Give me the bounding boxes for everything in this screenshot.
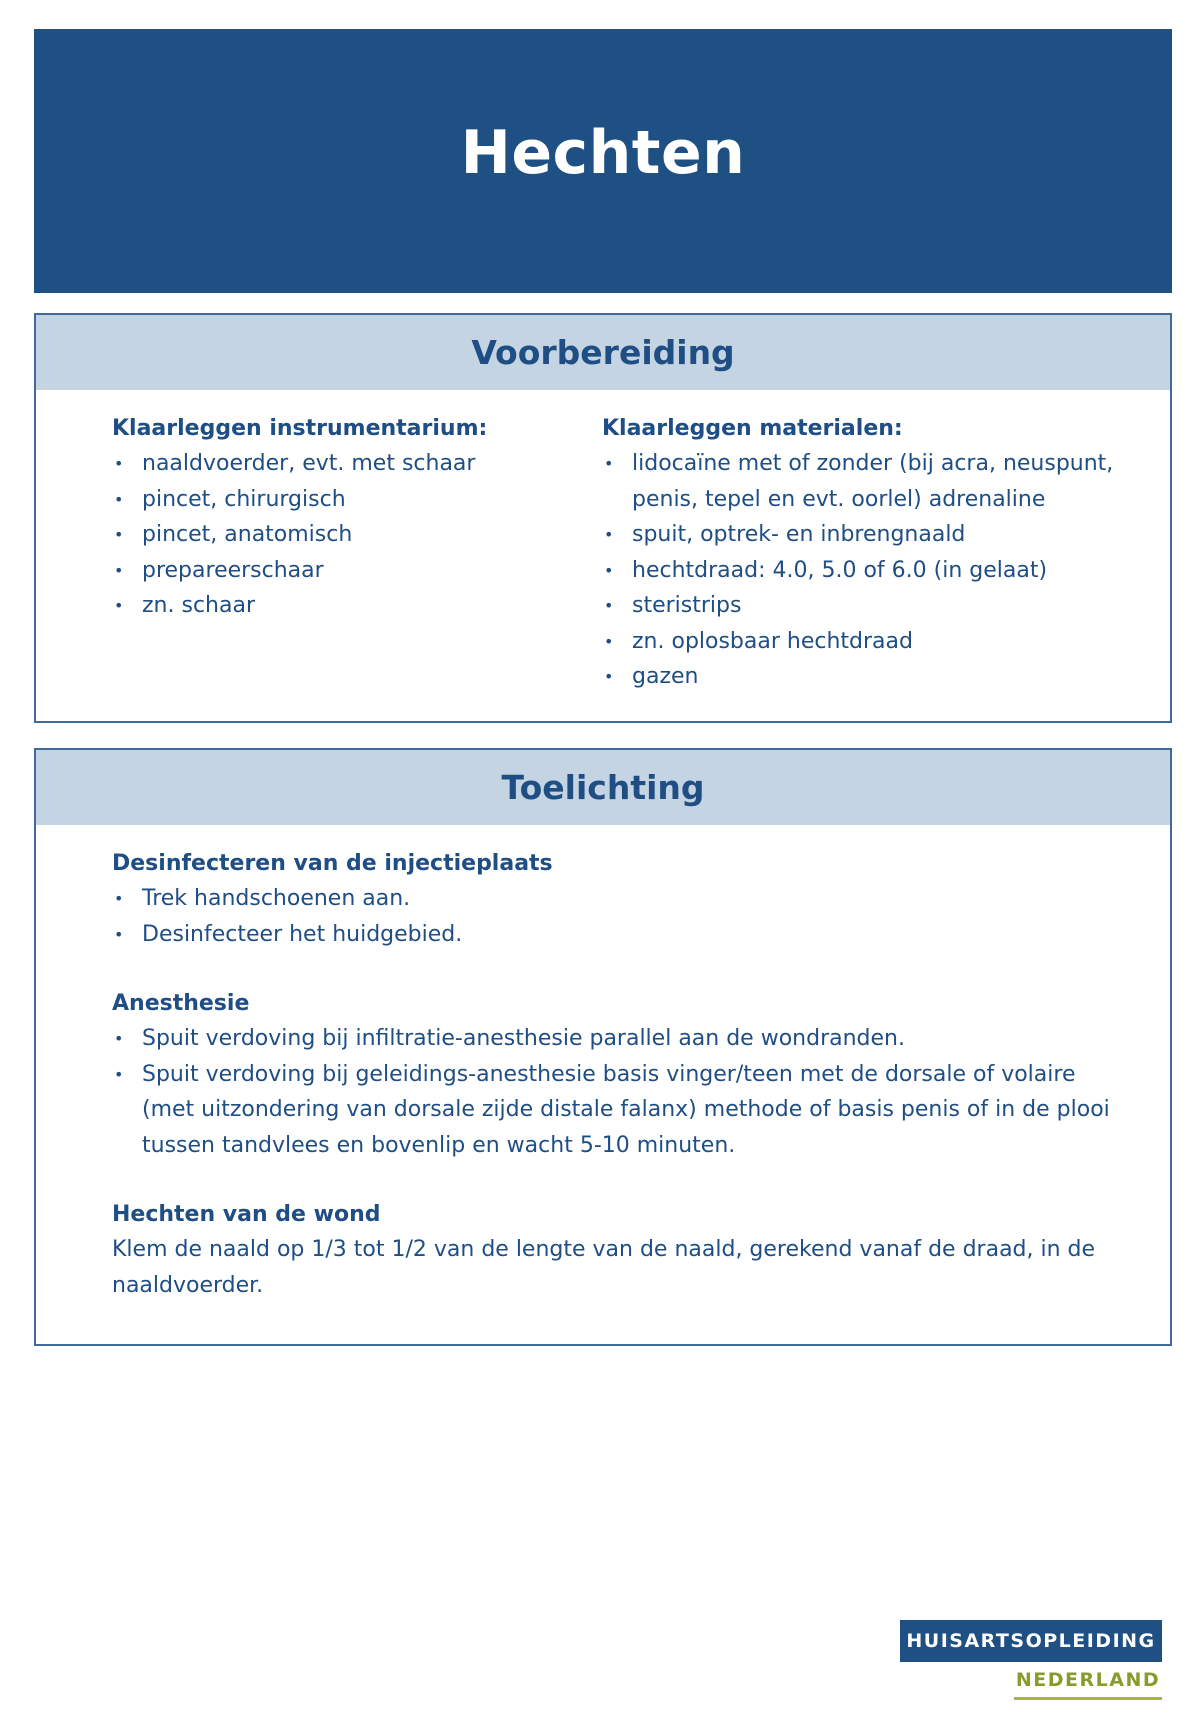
suturing-text: Klem de naald op 1/3 tot 1/2 van de lengte van de naald, gerekend vanaf de draad, in de naaldvoerder. — [112, 1237, 1096, 1298]
list-item-text: pincet, chirurgisch — [142, 486, 346, 512]
explanation-panel — [34, 748, 1172, 1346]
materials-title: Klaarleggen materialen: — [602, 416, 903, 441]
bullet-icon: • — [604, 596, 614, 615]
bullet-icon: • — [114, 596, 124, 615]
materials-column — [602, 412, 1122, 695]
bullet-icon: • — [604, 631, 614, 651]
preparation-heading: Voorbereiding — [471, 333, 735, 372]
instruments-list — [112, 446, 602, 624]
list-item — [112, 881, 1122, 917]
title-banner — [34, 29, 1172, 293]
preparation-header — [36, 315, 1170, 390]
list-item — [112, 1057, 1122, 1164]
anesthesia-section — [112, 987, 1122, 1163]
explanation-body — [36, 825, 1122, 1303]
disinfect-title: Desinfecteren van de injectieplaats — [112, 851, 553, 876]
instruments-title: Klaarleggen instrumentarium: — [112, 416, 488, 441]
list-item-text: Desinfecteer het huidgebied. — [142, 921, 463, 947]
list-item-text: zn. oplosbaar hechtdraad — [632, 628, 913, 654]
instruments-column — [112, 412, 602, 624]
list-item-text: Spuit verdoving bij infiltratie-anesthesie parallel aan de wondranden. — [142, 1026, 905, 1051]
bullet-icon: • — [114, 560, 124, 580]
list-item-text: lidocaïne met of zonder (bij acra, neuspunt, penis, tepel en evt. oorlel) adrenaline — [632, 451, 1114, 512]
list-item — [602, 659, 1122, 695]
list-item — [112, 917, 1122, 953]
bullet-icon: • — [114, 889, 124, 908]
list-item — [112, 446, 602, 482]
explanation-heading: Toelichting — [501, 768, 705, 807]
disinfect-section — [112, 847, 1122, 952]
list-item — [602, 588, 1122, 624]
list-item — [112, 588, 602, 624]
bullet-icon: • — [114, 924, 124, 944]
list-item-text: Spuit verdoving bij geleidings-anesthesie basis vinger/teen met de dorsale of volaire (met uitzondering van dorsale zijde distale falanx) methode of basis penis of in de plooi tussen tandvlees en bovenlip en wacht 5-10 minuten. — [142, 1061, 1110, 1158]
list-item — [602, 517, 1122, 553]
list-item — [602, 553, 1122, 589]
bullet-icon: • — [114, 454, 124, 473]
list-item-text: hechtdraad: 4.0, 5.0 of 6.0 (in gelaat) — [632, 557, 1048, 583]
bullet-icon: • — [114, 525, 124, 544]
bullet-icon: • — [604, 560, 614, 580]
logo-line-1: HUISARTSOPLEIDING — [900, 1620, 1162, 1662]
suturing-section — [112, 1198, 1122, 1303]
bullet-icon: • — [114, 1029, 124, 1048]
page-title: Hechten — [460, 118, 746, 188]
bullet-icon: • — [604, 454, 614, 473]
huisartsopleiding-logo — [900, 1620, 1162, 1700]
anesthesia-list — [112, 1021, 1122, 1163]
list-item-text: steristrips — [632, 593, 742, 618]
list-item — [112, 553, 602, 589]
list-item-text: Trek handschoenen aan. — [142, 886, 411, 911]
bullet-icon: • — [604, 667, 614, 686]
bullet-icon: • — [114, 1064, 124, 1084]
list-item-text: naaldvoerder, evt. met schaar — [142, 451, 476, 476]
list-item-text: gazen — [632, 664, 699, 689]
anesthesia-title: Anesthesie — [112, 991, 250, 1016]
logo-line-2: NEDERLAND — [1014, 1662, 1162, 1700]
list-item — [112, 517, 602, 553]
list-item-text: zn. schaar — [142, 593, 255, 618]
bullet-icon: • — [604, 525, 614, 544]
list-item-text: prepareerschaar — [142, 557, 324, 583]
list-item — [602, 624, 1122, 660]
list-item — [112, 1021, 1122, 1057]
materials-list — [602, 446, 1122, 695]
suturing-title: Hechten van de wond — [112, 1202, 381, 1227]
preparation-panel — [34, 313, 1172, 723]
bullet-icon: • — [114, 489, 124, 509]
list-item-text: pincet, anatomisch — [142, 522, 353, 547]
explanation-header — [36, 750, 1170, 825]
list-item — [112, 482, 602, 518]
list-item-text: spuit, optrek- en inbrengnaald — [632, 522, 966, 547]
disinfect-list — [112, 881, 1122, 952]
list-item — [602, 446, 1122, 517]
